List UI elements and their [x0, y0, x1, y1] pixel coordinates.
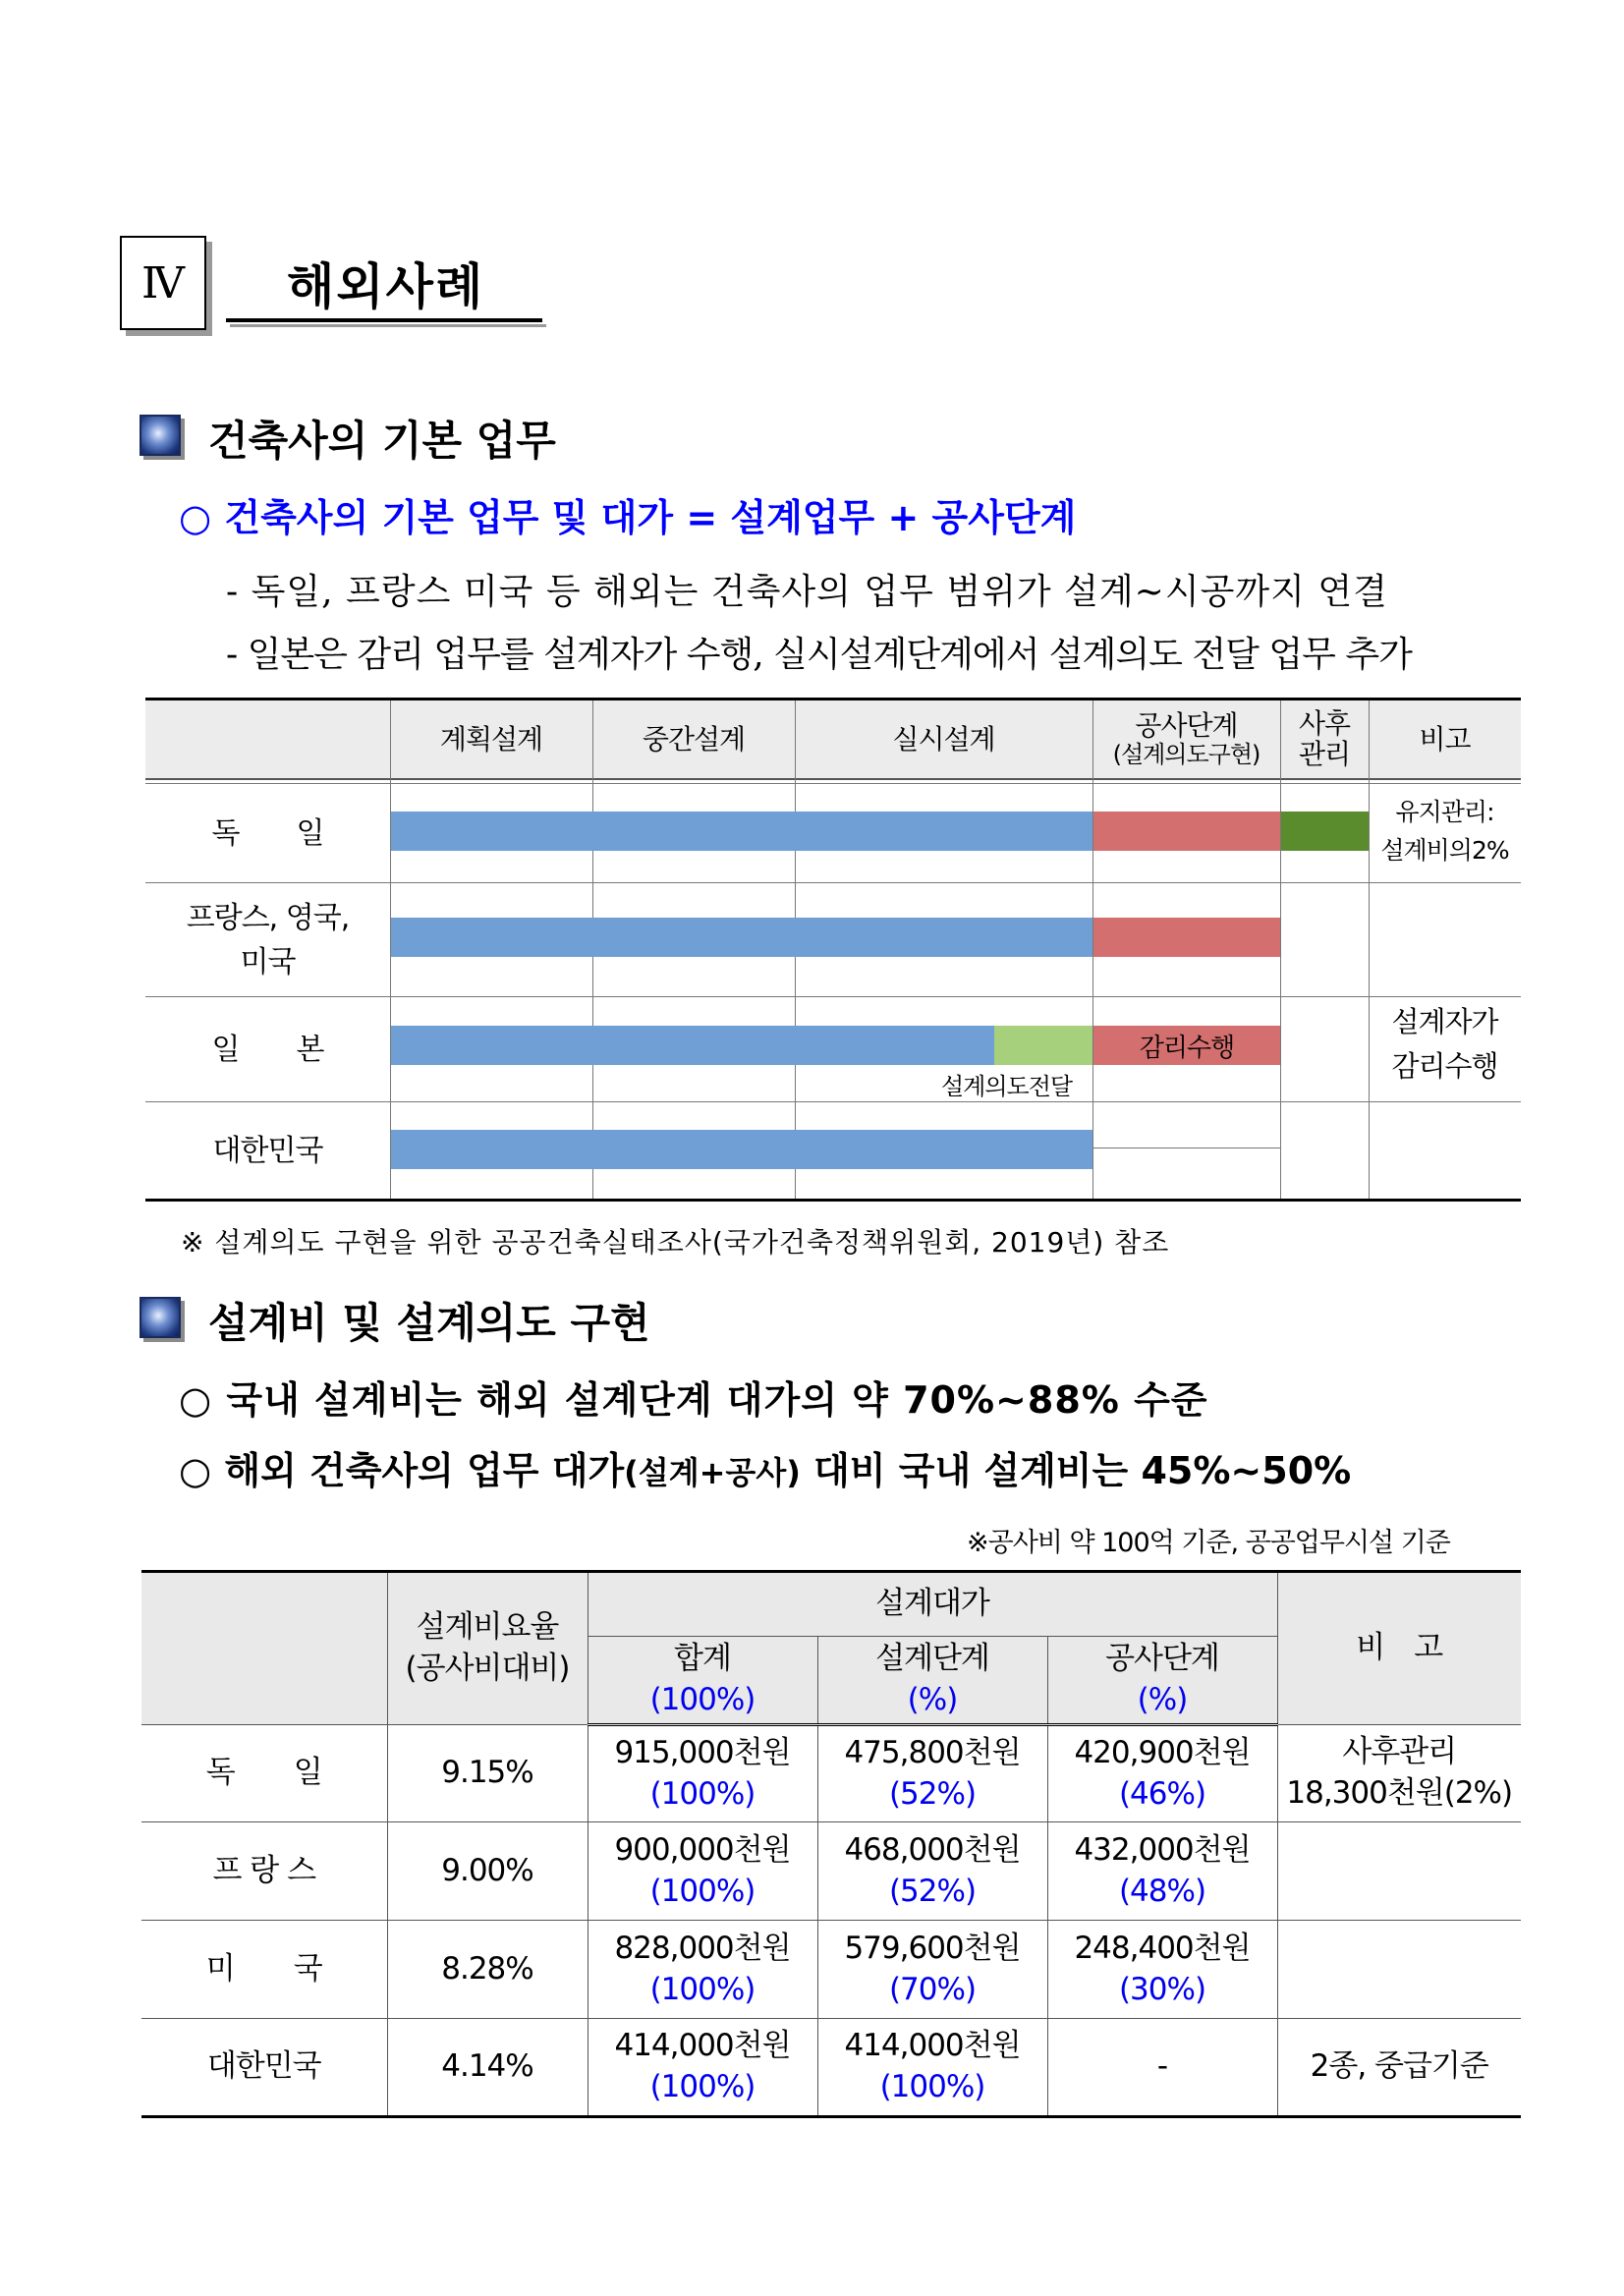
cost-rate: 4.14%: [387, 2019, 588, 2117]
gantt-row-germany: 독 일: [211, 815, 324, 851]
cost-rate: 8.28%: [387, 1921, 588, 2019]
cost-header-const-label: 공사단계: [1105, 1641, 1219, 1677]
table-row: [141, 1725, 1521, 1822]
bar-germany-post: [1281, 812, 1369, 851]
bar-korea-design: [391, 1130, 1092, 1169]
cost-header-total-label: 합계: [674, 1641, 731, 1677]
section2-note: ※공사비 약 100억 기준, 공공업무시설 기준: [967, 1528, 1450, 1558]
bar-japan-design: [391, 1026, 994, 1065]
section-square-icon: [140, 415, 181, 456]
cost-header-const-pct: (%): [1137, 1682, 1188, 1717]
cost-const: [1047, 1725, 1277, 1822]
chapter-number-box: [120, 236, 206, 330]
cost-const-value: 248,400천원: [1074, 1930, 1251, 1966]
gantt-note-japan-line2: 감리수행: [1391, 1048, 1498, 1083]
gantt-japan-intent-label: 설계의도전달: [941, 1073, 1073, 1100]
cost-total-value: 915,000천원: [614, 1734, 791, 1770]
cost-const-pct: (48%): [1118, 1873, 1206, 1909]
cost-const: [1047, 1822, 1277, 1921]
bar-fr-construction: [1093, 918, 1280, 957]
cost-total: [588, 1725, 817, 1822]
section2-title: 설계비 및 설계의도 구현: [208, 1299, 650, 1347]
cost-header-note: 비 고: [1277, 1572, 1521, 1725]
cost-note-line1: 2종, 중급기준: [1310, 2048, 1488, 2085]
gantt-note-germany-line2: 설계비의2%: [1380, 835, 1509, 865]
cost-design-pct: (52%): [888, 1775, 977, 1812]
gantt-footnote: ※ 설계의도 구현을 위한 공공건축실태조사(국가건축정책위원회, 2019년) 참조: [181, 1226, 1170, 1259]
chapter-title: 해외사례: [287, 258, 485, 315]
cost-country: 프 랑 스: [141, 1822, 387, 1921]
gantt-header-note: 비고: [1419, 722, 1471, 756]
cost-country: 독 일: [141, 1725, 387, 1822]
cost-total-pct: (100%): [649, 2069, 756, 2104]
cost-country: 미 국: [141, 1921, 387, 2019]
cost-total: [588, 2019, 817, 2117]
table-row: [141, 1921, 1521, 2019]
gantt-bottom-rule: [145, 1199, 1521, 1202]
chapter-underline: [226, 318, 542, 322]
cost-table: [141, 1570, 1521, 2118]
cost-total-pct: (100%): [649, 1873, 756, 1909]
cost-design-pct: (70%): [888, 1971, 977, 2007]
gantt-note-japan: [1369, 1000, 1521, 1089]
cost-const: [1047, 1921, 1277, 2019]
table-row: [141, 2019, 1521, 2117]
gantt-header-construction: [1092, 700, 1280, 779]
cost-const-value: 432,000천원: [1074, 1831, 1251, 1868]
section1-dash1: - 독일, 프랑스 미국 등 해외는 건축사의 업무 범위가 설계~시공까지 연결: [226, 572, 1388, 612]
section-square-icon: [140, 1297, 181, 1338]
cost-const-pct: (46%): [1118, 1775, 1206, 1812]
cost-note: [1277, 1725, 1521, 1822]
bar-germany-design: [391, 812, 1092, 851]
cost-note-line1: 사후관리: [1342, 1734, 1457, 1770]
section2-bullet2-c: 대비 국내 설계비는 45%~50%: [800, 1449, 1352, 1492]
cost-note: [1277, 1921, 1521, 2019]
cost-design-pct: (52%): [888, 1873, 977, 1909]
cost-total-pct: (100%): [649, 1775, 756, 1812]
cost-country: 대한민국: [141, 2019, 387, 2117]
gantt-row-japan: 일 본: [211, 1032, 324, 1067]
bar-fr-design: [391, 918, 1092, 957]
cost-header-blank: [141, 1572, 387, 1725]
cost-design: [817, 1921, 1047, 2019]
cost-header-design-label: 설계단계: [875, 1641, 989, 1677]
cost-design: [817, 2019, 1047, 2117]
gantt-row-fr-uk-us: [145, 883, 390, 996]
chapter-underline-shadow: [230, 324, 546, 327]
gantt-header-post: [1280, 700, 1369, 779]
gantt-note-japan-line1: 설계자가: [1391, 1005, 1498, 1038]
cost-const-value: -: [1156, 2048, 1168, 2085]
cost-const-value: 420,900천원: [1074, 1734, 1251, 1770]
cost-total-value: 900,000천원: [614, 1831, 791, 1868]
cost-header-total: [588, 1637, 817, 1725]
section1-dash2: - 일본은 감리 업무를 설계자가 수행, 실시설계단계에서 설계의도 전달 업무 추가: [226, 635, 1412, 675]
cost-total-value: 414,000천원: [614, 2028, 791, 2064]
gantt-header-post-line2: 관리: [1298, 738, 1351, 770]
cost-rate: 9.15%: [387, 1725, 588, 1822]
gantt-header-construction-line2: (설계의도구현): [1112, 741, 1260, 769]
cost-header-design: [817, 1637, 1047, 1725]
cost-total-pct: (100%): [649, 1971, 756, 2007]
cost-design-value: 579,600천원: [844, 1930, 1021, 1966]
section2-bullet2: [179, 1440, 1351, 1494]
gantt-header-construction-line1: 공사단계: [1135, 709, 1238, 743]
cost-total: [588, 1822, 817, 1921]
cost-note: [1277, 1822, 1521, 1921]
chapter-number: Ⅳ: [141, 257, 185, 308]
cost-design: [817, 1725, 1047, 1822]
cost-total-value: 828,000천원: [614, 1930, 791, 1966]
gantt-header-plan: 계획설계: [439, 722, 543, 756]
cost-design-pct: (100%): [879, 2069, 985, 2104]
gantt-row-fr-uk-us-line1: 프랑스, 영국,: [186, 900, 350, 935]
section2-bullet2-a: ○ 해외 건축사의 업무 대가: [179, 1449, 625, 1492]
gantt-row-korea: 대한민국: [212, 1133, 323, 1168]
cost-design: [817, 1822, 1047, 1921]
cost-note: [1277, 2019, 1521, 2117]
gantt-header-detail: 실시설계: [892, 722, 995, 756]
cost-const-pct: (30%): [1118, 1971, 1206, 2007]
section2-bullet1: ○ 국내 설계비는 해외 설계단계 대가의 약 70%~88% 수준: [179, 1378, 1208, 1422]
section2-bullet2-b: (설계+공사): [624, 1454, 801, 1491]
cost-header-design-pct: (%): [907, 1682, 958, 1717]
gantt-note-germany-line1: 유지관리:: [1395, 798, 1494, 826]
bar-japan-supervision: 감리수행: [1093, 1026, 1280, 1065]
cost-const: [1047, 2019, 1277, 2117]
cost-design-value: 468,000천원: [844, 1831, 1021, 1868]
gantt-note-germany: [1369, 794, 1521, 870]
gantt-header-post-line1: 사후: [1298, 707, 1351, 741]
gantt-header-mid: 중간설계: [642, 722, 746, 756]
bar-germany-construction: [1093, 812, 1280, 851]
section1-title: 건축사의 기본 업무: [208, 417, 556, 465]
cost-note-line2: 18,300천원(2%): [1286, 1775, 1513, 1811]
cost-design-value: 475,800천원: [844, 1734, 1021, 1770]
cost-rate: 9.00%: [387, 1822, 588, 1921]
cost-header-rate-line1: 설계비요율: [416, 1609, 559, 1646]
bar-japan-intent: [994, 1026, 1092, 1065]
gantt-row-fr-uk-us-line2: 미국: [240, 944, 296, 980]
cost-design-value: 414,000천원: [844, 2028, 1021, 2064]
cost-header-rate-line2: (공사비대비): [405, 1651, 570, 1686]
table-row: [141, 1822, 1521, 1921]
cost-header-rate: [387, 1572, 588, 1725]
cost-header-const: [1047, 1637, 1277, 1725]
section1-bullet: ○ 건축사의 기본 업무 및 대가 = 설계업무 + 공사단계: [179, 496, 1077, 539]
cost-total: [588, 1921, 817, 2019]
cost-header-fee: 설계대가: [588, 1572, 1277, 1637]
cost-header-total-pct: (100%): [649, 1682, 756, 1717]
